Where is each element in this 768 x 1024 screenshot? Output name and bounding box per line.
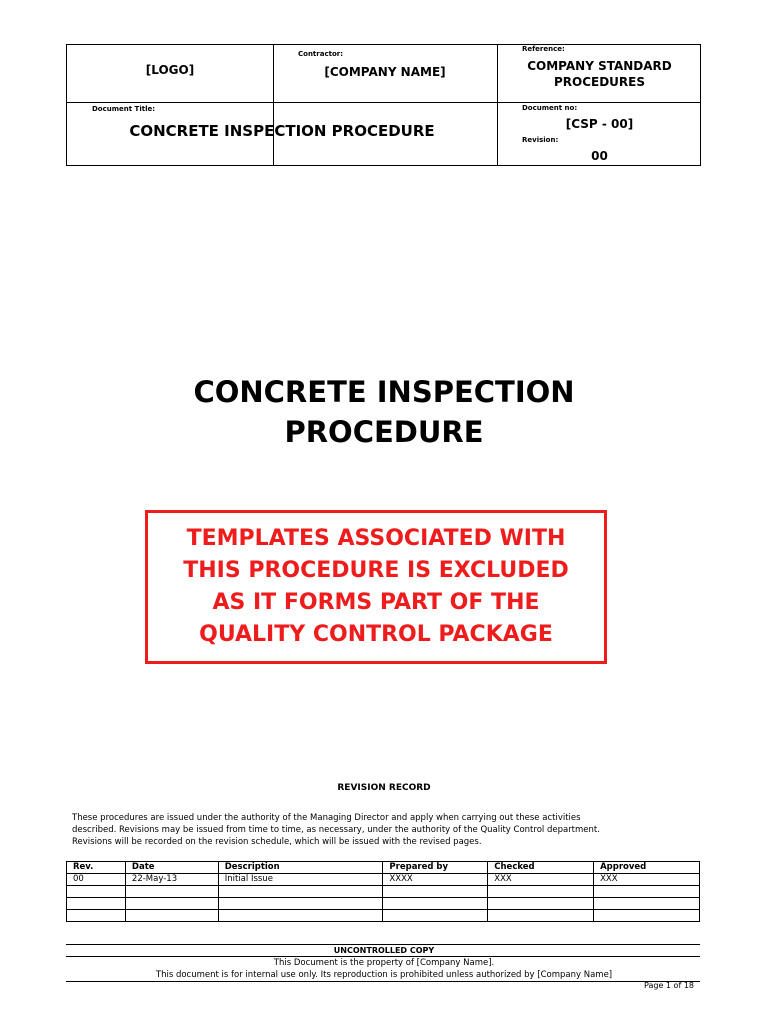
table-row	[67, 910, 700, 922]
table-cell: XXXX	[383, 874, 488, 886]
column-header: Checked	[488, 862, 594, 874]
table-cell	[383, 910, 488, 922]
description-line-3: Revisions will be recorded on the revision schedule, which will be issued with the revised pages.	[72, 837, 482, 847]
revision-label: Revision:	[522, 136, 559, 144]
logo-placeholder: [LOGO]	[145, 63, 195, 77]
table-cell	[594, 910, 700, 922]
table-cell: 00	[67, 874, 126, 886]
document-number-label: Document no:	[522, 104, 578, 112]
table-cell	[125, 910, 218, 922]
table-cell	[67, 910, 126, 922]
document-title-label: Document Title:	[92, 105, 156, 113]
table-cell	[67, 886, 126, 898]
table-header-row	[67, 862, 700, 874]
revision-number: 00	[591, 149, 608, 163]
table-cell	[218, 886, 383, 898]
uncontrolled-copy: UNCONTROLLED COPY	[333, 946, 435, 955]
table-cell	[383, 886, 488, 898]
table-cell	[488, 910, 594, 922]
footer-divider	[66, 981, 700, 982]
column-header: Prepared by	[383, 862, 488, 874]
column-header: Date	[125, 862, 218, 874]
table-cell: 22-May-13	[125, 874, 218, 886]
header-divider	[273, 45, 274, 165]
table-cell	[67, 898, 126, 910]
table-cell	[383, 898, 488, 910]
main-title-line-1: CONCRETE INSPECTION	[193, 375, 575, 409]
table-cell	[594, 898, 700, 910]
notice-line-2: THIS PROCEDURE IS EXCLUDED	[183, 558, 569, 583]
revision-table	[66, 861, 700, 922]
document-header	[66, 44, 701, 166]
contractor-label: Contractor:	[298, 50, 344, 58]
header-divider	[67, 102, 700, 103]
table-cell	[488, 886, 594, 898]
company-name: [COMPANY NAME]	[324, 65, 446, 79]
description-line-2: described. Revisions may be issued from time to time, as necessary, under the authority of the Quality Control department.	[72, 825, 600, 835]
column-header: Description	[218, 862, 383, 874]
table-cell	[488, 898, 594, 910]
description-line-1: These procedures are issued under the authority of the Managing Director and apply when carrying out these activities	[72, 813, 581, 823]
column-header: Rev.	[67, 862, 126, 874]
column-header: Approved	[594, 862, 700, 874]
document-title: CONCRETE INSPECTION PROCEDURE	[129, 122, 435, 140]
page-number: Page 1 of 18	[644, 981, 694, 990]
table-cell: XXX	[594, 874, 700, 886]
reference-line-1: COMPANY STANDARD	[527, 59, 672, 73]
revision-record-description	[72, 812, 712, 848]
reference-label: Reference:	[522, 45, 565, 53]
notice-line-3: AS IT FORMS PART OF THE	[212, 590, 540, 615]
table-row	[67, 886, 700, 898]
main-title-line-2: PROCEDURE	[284, 415, 484, 449]
table-cell	[125, 886, 218, 898]
footer-divider	[66, 956, 700, 957]
table-row	[67, 874, 700, 886]
internal-use-notice: This document is for internal use only. Its reproduction is prohibited unless authorized by [Company Name]	[155, 970, 613, 980]
footer-divider	[66, 944, 700, 945]
reference-line-2: PROCEDURES	[553, 75, 646, 89]
notice-line-4: QUALITY CONTROL PACKAGE	[199, 622, 553, 647]
property-notice: This Document is the property of [Company Name].	[273, 958, 495, 968]
document-number: [CSP - 00]	[565, 117, 634, 131]
table-cell	[125, 898, 218, 910]
revision-record-heading: REVISION RECORD	[337, 783, 431, 793]
table-cell	[218, 898, 383, 910]
table-cell	[218, 910, 383, 922]
table-cell	[594, 886, 700, 898]
notice-line-1: TEMPLATES ASSOCIATED WITH	[186, 526, 566, 551]
table-cell: XXX	[488, 874, 594, 886]
table-row	[67, 898, 700, 910]
main-title	[0, 372, 768, 452]
exclusion-notice	[145, 510, 607, 664]
table-cell: Initial Issue	[218, 874, 383, 886]
